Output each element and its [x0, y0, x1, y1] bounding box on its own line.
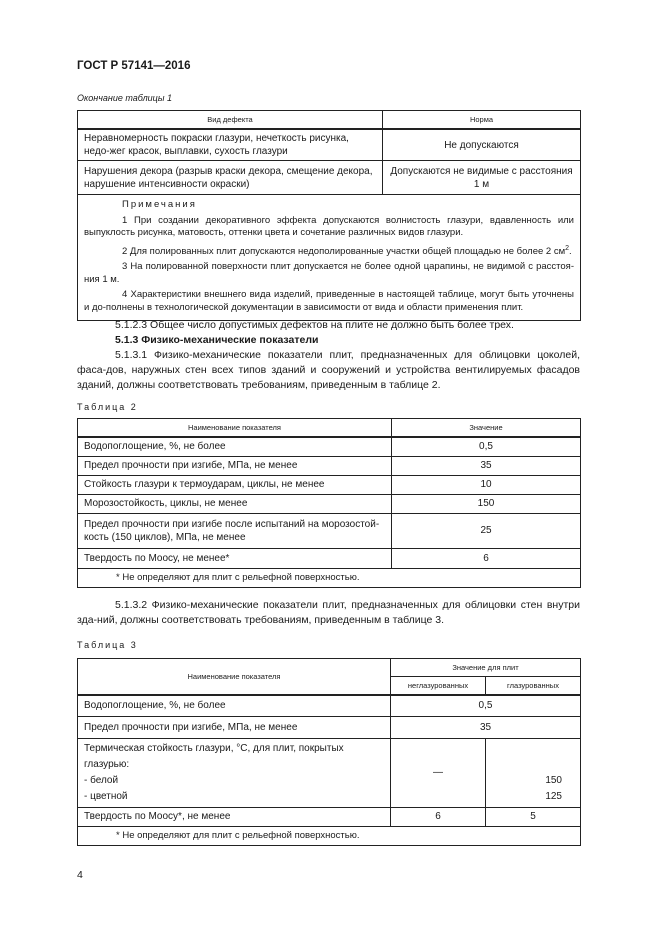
- table-row: [78, 695, 581, 716]
- cell-text: - белой: [84, 774, 119, 786]
- cell: Стойкость глазури к термоударам, циклы, не менее: [78, 475, 392, 494]
- cell: Водопоглощение, %, не более: [78, 437, 392, 456]
- footnote-row: [78, 826, 581, 845]
- paragraph: 5.1.3.1 Физико-механические показатели плит, предназначенных для облицовки цоколей, фаса-дов, наружных стен всех типов зданий и сооружений и устройства вентилируемых фасадов зданий, должны соответствовать требованиям, приведенным в таблице 2.: [77, 349, 580, 391]
- table2-caption: Таблица 2: [77, 402, 138, 412]
- cell: Допускаются не видимые с расстояния 1 м: [383, 161, 581, 195]
- cell: Твердость по Моосу, не менее*: [78, 548, 392, 568]
- cell: 150: [392, 494, 581, 513]
- section-text: [77, 318, 580, 393]
- table-row: [78, 513, 581, 548]
- table-row: [78, 161, 581, 195]
- cell-text: 150: [545, 774, 562, 786]
- note: 1 При создании декоративного эффекта допускаются волнистость глазури, вдавленность или выпуклость рисунка, матовость, оттенки цвета и сочетание различных видов глазури.: [84, 214, 574, 238]
- table-row: [78, 494, 581, 513]
- table1-caption: Окончание таблицы 1: [77, 93, 172, 103]
- table-2: [77, 418, 581, 588]
- table-row: [78, 807, 581, 826]
- cell: —: [391, 738, 486, 807]
- paragraph: 5.1.2.3 Общее число допустимых дефектов на плите не должно быть более трех.: [115, 319, 514, 331]
- column-header: глазурованных: [486, 677, 581, 696]
- paragraph: 5.1.3.2 Физико-механические показатели плит, предназначенных для облицовки стен внутри зда-ний, должны соответствовать требованиям, приведенным в таблице 3.: [77, 599, 580, 626]
- column-header: Вид дефекта: [78, 111, 383, 130]
- page-number: 4: [77, 869, 83, 881]
- table-row: [78, 437, 581, 456]
- note: 3 На полированной поверхности плит допускается не более одной царапины, не видимой с расстоя-ния 1 м.: [84, 261, 574, 285]
- cell: 35: [392, 456, 581, 475]
- cell: 5: [486, 807, 581, 826]
- footnote: * Не определяют для плит с рельефной поверхностью.: [78, 568, 581, 587]
- table-row: [78, 129, 581, 161]
- column-header: Наименование показателя: [78, 659, 391, 696]
- cell: 0,5: [392, 437, 581, 456]
- cell: Предел прочности при изгибе после испытаний на морозостой-кость (150 циклов), МПа, не менее: [78, 513, 392, 548]
- cell: 35: [391, 716, 581, 738]
- column-header: неглазурованных: [391, 677, 486, 696]
- table-row: [78, 456, 581, 475]
- cell: [486, 738, 581, 807]
- cell-text: - цветной: [84, 790, 128, 802]
- cell: Нарушения декора (разрыв краски декора, смещение декора, нарушение интенсивности окраски): [78, 161, 383, 195]
- table-row: [78, 548, 581, 568]
- note: 4 Характеристики внешнего вида изделий, приведенные в настоящей таблице, могут быть уточнены и до-полнены в технологической документации в зависимости от вида и области применения плит.: [84, 289, 574, 313]
- cell: 10: [392, 475, 581, 494]
- cell: 0,5: [391, 695, 581, 716]
- cell: Твердость по Моосу*, не менее: [78, 807, 391, 826]
- table-row: [78, 738, 581, 807]
- column-header: Норма: [383, 111, 581, 130]
- section-text: [77, 598, 580, 628]
- superscript: 2: [565, 244, 570, 252]
- column-header: Значение: [392, 419, 581, 438]
- cell: 25: [392, 513, 581, 548]
- cell-text: Термическая стойкость глазури, °С, для плит, покрытых глазурью:: [84, 742, 344, 770]
- footnote: * Не определяют для плит с рельефной поверхностью.: [78, 826, 581, 845]
- table-row: [78, 475, 581, 494]
- column-group-header: Значение для плит: [391, 659, 581, 677]
- cell: [78, 738, 391, 807]
- table-1: [77, 110, 581, 321]
- cell-text: 125: [545, 790, 562, 802]
- cell: Неравномерность покраски глазури, нечеткость рисунка, недо-жег красок, выплавки, сухость глазури: [78, 129, 383, 161]
- cell: Водопоглощение, %, не более: [78, 695, 391, 716]
- footnote-row: [78, 568, 581, 587]
- note-text: 2 Для полированных плит допускаются недополированные участки общей площадью не более 2 см: [122, 245, 566, 257]
- column-header: Наименование показателя: [78, 419, 392, 438]
- section-heading: 5.1.3 Физико-механические показатели: [115, 334, 319, 346]
- table-row: [78, 716, 581, 738]
- cell: Предел прочности при изгибе, МПа, не менее: [78, 716, 391, 738]
- note-end: .: [569, 245, 572, 257]
- cell: Морозостойкость, циклы, не менее: [78, 494, 392, 513]
- document-number: ГОСТ Р 57141—2016: [77, 60, 191, 72]
- cell: Предел прочности при изгибе, МПа, не менее: [78, 456, 392, 475]
- table3-caption: Таблица 3: [77, 640, 138, 650]
- cell: Не допускаются: [383, 129, 581, 161]
- cell: 6: [391, 807, 486, 826]
- notes-row: [78, 195, 581, 321]
- notes-title: Примечания: [122, 199, 197, 210]
- table-3: [77, 658, 581, 846]
- note: [84, 243, 574, 259]
- cell: 6: [392, 548, 581, 568]
